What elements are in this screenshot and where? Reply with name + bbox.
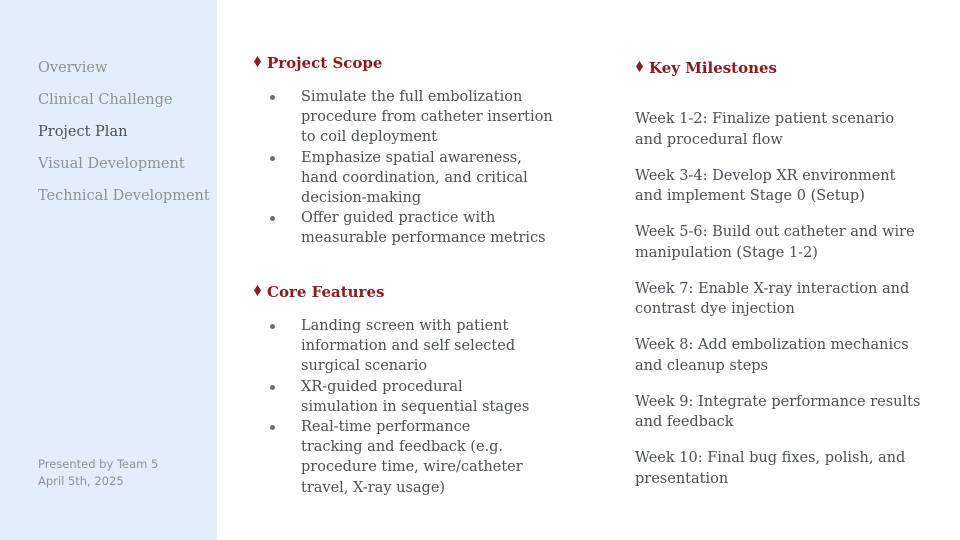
footer-team: Presented by Team 5 <box>38 457 159 471</box>
milestone-item: Week 5-6: Build out catheter and wire manipulation (Stage 1-2) <box>635 224 915 261</box>
nav-item-overview[interactable]: Overview <box>38 60 108 76</box>
diamond-icon <box>254 56 261 67</box>
project-scope-title-text: Project Scope <box>267 54 383 72</box>
nav-item-clinical-challenge[interactable]: Clinical Challenge <box>38 92 173 108</box>
sidebar <box>0 0 217 540</box>
list-item: XR-guided procedural simulation in sequential stages <box>255 377 530 417</box>
sidebar-footer <box>38 456 158 490</box>
list-item: Offer guided practice with measurable performance metrics <box>255 208 555 248</box>
core-features-list <box>255 316 530 498</box>
list-item: Simulate the full embolization procedure from catheter insertion to coil deployment <box>255 87 555 148</box>
diamond-icon <box>636 61 643 72</box>
project-scope-list <box>255 87 555 249</box>
core-features-title-text: Core Features <box>267 283 385 301</box>
section-title-key-milestones <box>636 58 777 78</box>
key-milestones-list <box>635 109 925 505</box>
list-item: Emphasize spatial awareness, hand coordination, and critical decision-making <box>255 148 555 209</box>
key-milestones-title-text: Key Milestones <box>649 59 778 77</box>
list-item: Landing screen with patient information and self selected surgical scenario <box>255 316 530 377</box>
section-title-core-features <box>254 282 384 302</box>
nav-item-visual-development[interactable]: Visual Development <box>38 156 185 172</box>
nav-item-technical-development[interactable]: Technical Development <box>38 188 210 204</box>
nav-item-project-plan[interactable]: Project Plan <box>38 124 128 140</box>
milestone-item: Week 9: Integrate performance results and feedback <box>635 393 921 430</box>
milestone-item: Week 8: Add embolization mechanics and cleanup steps <box>635 337 909 374</box>
milestone-item: Week 3-4: Develop XR environment and implement Stage 0 (Setup) <box>635 167 896 204</box>
section-title-project-scope <box>254 53 382 73</box>
milestone-item: Week 1-2: Finalize patient scenario and procedural flow <box>635 111 895 148</box>
sidebar-nav <box>38 52 210 212</box>
milestone-item: Week 7: Enable X-ray interaction and contrast dye injection <box>635 280 910 317</box>
diamond-icon <box>254 285 261 296</box>
list-item: Real-time performance tracking and feedback (e.g. procedure time, wire/catheter travel, X-ray usage) <box>255 417 530 498</box>
footer-date: April 5th, 2025 <box>38 474 124 488</box>
milestone-item: Week 10: Final bug fixes, polish, and presentation <box>635 450 906 487</box>
